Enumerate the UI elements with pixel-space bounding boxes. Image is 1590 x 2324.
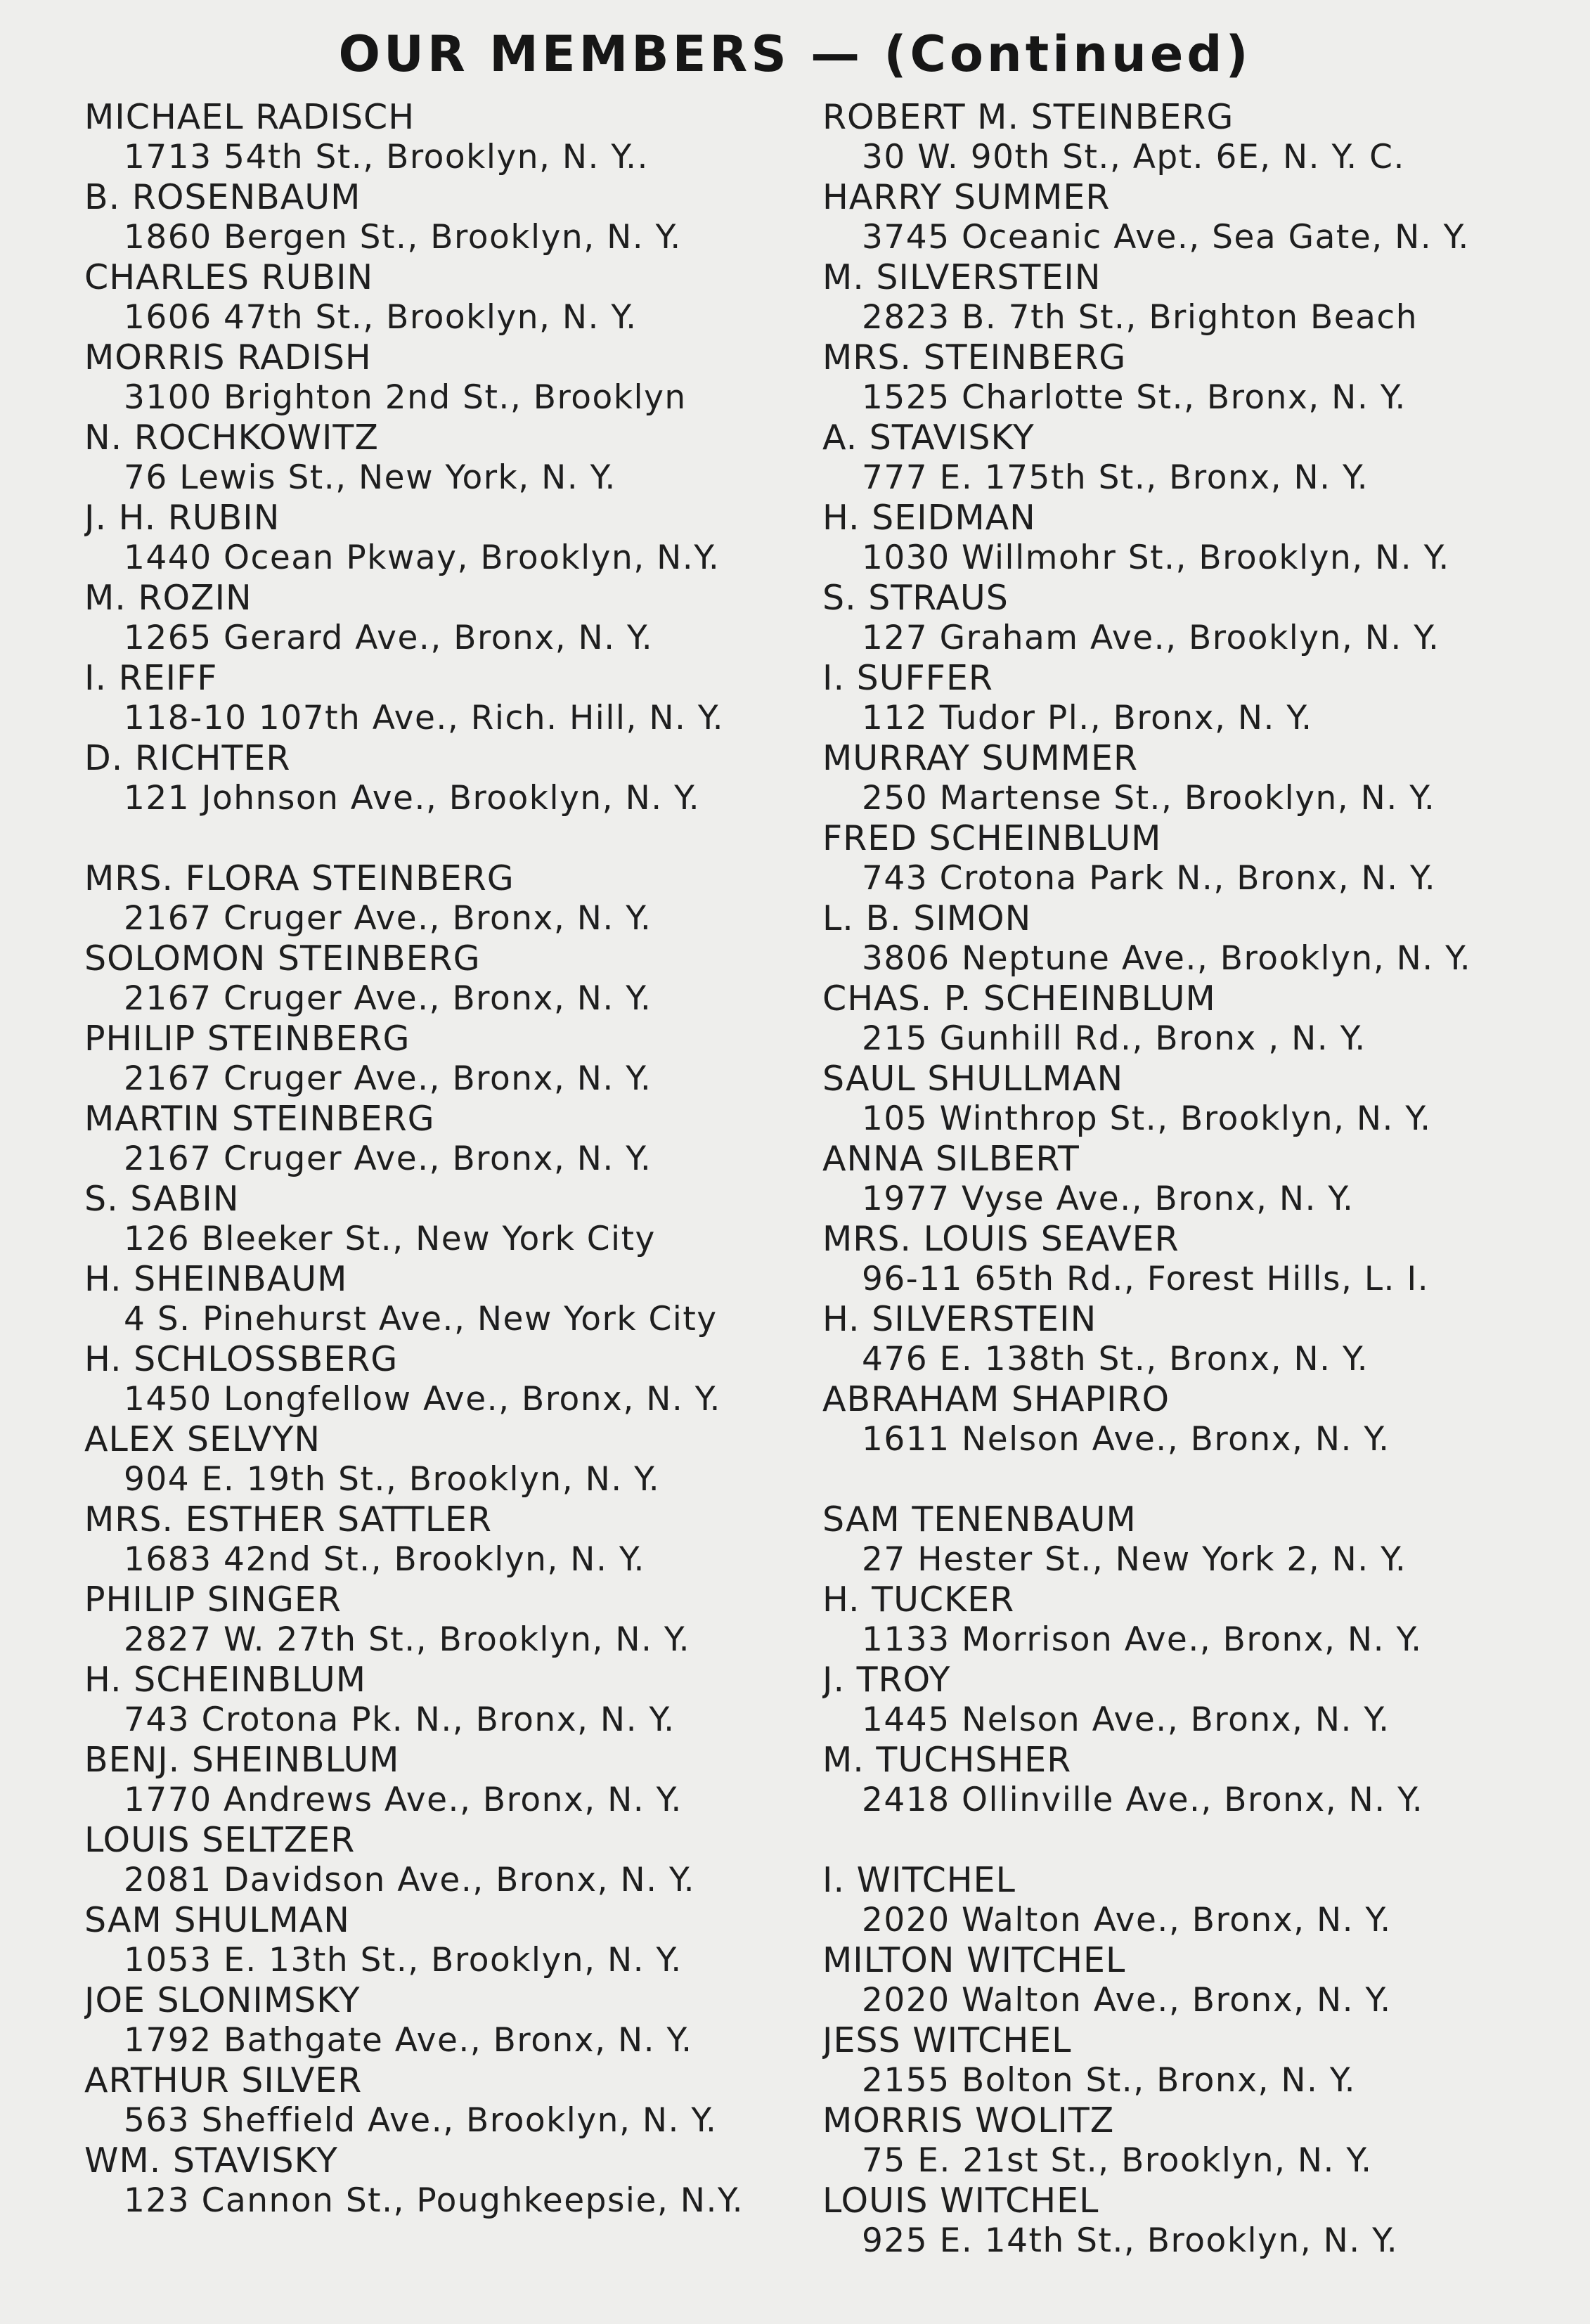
- member-address: 2167 Cruger Ave., Bronx, N. Y.: [124, 1140, 652, 1178]
- member-address: 2081 Davidson Ave., Bronx, N. Y.: [124, 1861, 696, 1899]
- member-entry: [84, 1980, 815, 2060]
- member-address: 76 Lewis St., New York, N. Y.: [124, 458, 616, 497]
- member-address: 3806 Neptune Ave., Brooklyn, N. Y.: [862, 939, 1472, 978]
- member-name: MORRIS RADISH: [84, 337, 372, 377]
- member-entry: [84, 1580, 815, 1660]
- member-name: M. ROZIN: [84, 578, 252, 618]
- member-name: ABRAHAM SHAPIRO: [822, 1379, 1170, 1419]
- right-column: [822, 97, 1553, 2261]
- member-name: J. H. RUBIN: [84, 498, 280, 538]
- member-address: 1525 Charlotte St., Bronx, N. Y.: [862, 378, 1407, 417]
- member-name: H. SCHEINBLUM: [84, 1660, 366, 1700]
- member-address: 121 Johnson Ave., Brooklyn, N. Y.: [124, 779, 701, 818]
- member-address: 2418 Ollinville Ave., Bronx, N. Y.: [862, 1781, 1424, 1819]
- member-address: 118-10 107th Ave., Rich. Hill, N. Y.: [124, 699, 725, 737]
- member-address: 2020 Walton Ave., Bronx, N. Y.: [862, 1981, 1392, 2020]
- member-name: A. STAVISKY: [822, 418, 1035, 458]
- member-address: 563 Sheffield Ave., Brooklyn, N. Y.: [124, 2101, 718, 2140]
- member-name: MRS. LOUIS SEAVER: [822, 1219, 1179, 1259]
- member-entry: [822, 418, 1553, 498]
- member-name: N. ROCHKOWITZ: [84, 418, 379, 458]
- member-name: JOE SLONIMSKY: [84, 1980, 361, 2020]
- member-name: ALEX SELVYN: [84, 1419, 321, 1459]
- member-address: 2167 Cruger Ave., Bronx, N. Y.: [124, 899, 652, 938]
- member-name: MRS. ESTHER SATTLER: [84, 1499, 493, 1539]
- member-name: SAM SHULMAN: [84, 1900, 350, 1940]
- member-name: ANNA SILBERT: [822, 1139, 1080, 1179]
- member-entry: [822, 257, 1553, 337]
- member-name: J. TROY: [822, 1660, 951, 1700]
- member-name: SOLOMON STEINBERG: [84, 938, 481, 979]
- member-address: 777 E. 175th St., Bronx, N. Y.: [862, 458, 1369, 497]
- member-entry: [84, 1740, 815, 1820]
- member-address: 3745 Oceanic Ave., Sea Gate, N. Y.: [862, 218, 1470, 257]
- member-entry: [84, 257, 815, 337]
- member-address: 1133 Morrison Ave., Bronx, N. Y.: [862, 1620, 1423, 1659]
- member-name: CHARLES RUBIN: [84, 257, 374, 297]
- section-gap: [84, 818, 815, 858]
- member-entry: [822, 1139, 1553, 1219]
- member-entry: [84, 1660, 815, 1740]
- member-entry: [84, 2060, 815, 2141]
- member-entry: [84, 658, 815, 738]
- member-address: 476 E. 138th St., Bronx, N. Y.: [862, 1340, 1369, 1379]
- member-entry: [822, 1299, 1553, 1379]
- member-name: LOUIS WITCHEL: [822, 2181, 1099, 2221]
- member-name: H. SCHLOSSBERG: [84, 1339, 399, 1379]
- member-address: 1030 Willmohr St., Brooklyn, N. Y.: [862, 538, 1450, 577]
- member-address: 2167 Cruger Ave., Bronx, N. Y.: [124, 1059, 652, 1098]
- member-entry: [822, 1379, 1553, 1459]
- member-address: 1440 Ocean Pkway, Brooklyn, N.Y.: [124, 538, 720, 577]
- member-address: 1611 Nelson Ave., Bronx, N. Y.: [862, 1420, 1390, 1459]
- member-entry: [822, 658, 1553, 738]
- member-name: FRED SCHEINBLUM: [822, 818, 1162, 858]
- member-address: 2823 B. 7th St., Brighton Beach: [862, 298, 1418, 337]
- member-address: 1683 42nd St., Brooklyn, N. Y.: [124, 1540, 645, 1579]
- member-name: SAM TENENBAUM: [822, 1499, 1137, 1539]
- member-address: 743 Crotona Park N., Bronx, N. Y.: [862, 859, 1437, 898]
- member-name: MRS. STEINBERG: [822, 337, 1127, 377]
- member-name: H. SEIDMAN: [822, 498, 1036, 538]
- member-address: 1265 Gerard Ave., Bronx, N. Y.: [124, 619, 654, 657]
- section-gap: [822, 1820, 1553, 1860]
- member-address: 1860 Bergen St., Brooklyn, N. Y.: [124, 218, 682, 257]
- member-entry: [822, 1059, 1553, 1139]
- member-name: PHILIP SINGER: [84, 1580, 342, 1620]
- member-address: 112 Tudor Pl., Bronx, N. Y.: [862, 699, 1313, 737]
- member-entry: [822, 2181, 1553, 2261]
- member-address: 1792 Bathgate Ave., Bronx, N. Y.: [124, 2021, 693, 2060]
- member-name: HARRY SUMMER: [822, 177, 1111, 217]
- member-entry: [84, 1019, 815, 1099]
- member-address: 30 W. 90th St., Apt. 6E, N. Y. C.: [862, 138, 1405, 176]
- member-address: 250 Martense St., Brooklyn, N. Y.: [862, 779, 1436, 818]
- member-address: 925 E. 14th St., Brooklyn, N. Y.: [862, 2221, 1399, 2260]
- member-entry: [84, 337, 815, 418]
- member-address: 96-11 65th Rd., Forest Hills, L. I.: [862, 1260, 1430, 1298]
- member-entry: [84, 1499, 815, 1580]
- member-address: 27 Hester St., New York 2, N. Y.: [862, 1540, 1407, 1579]
- member-entry: [84, 1419, 815, 1499]
- member-entry: [822, 818, 1553, 898]
- member-name: D. RICHTER: [84, 738, 291, 778]
- member-address: 1770 Andrews Ave., Bronx, N. Y.: [124, 1781, 683, 1819]
- member-address: 3100 Brighton 2nd St., Brooklyn: [124, 378, 687, 417]
- member-entry: [84, 1820, 815, 1900]
- member-address: 2020 Walton Ave., Bronx, N. Y.: [862, 1901, 1392, 1939]
- member-name: MILTON WITCHEL: [822, 1940, 1126, 1980]
- page-title: OUR MEMBERS — (Continued): [338, 25, 1252, 83]
- member-entry: [822, 1740, 1553, 1820]
- member-name: H. TUCKER: [822, 1580, 1015, 1620]
- member-name: SAUL SHULLMAN: [822, 1059, 1124, 1099]
- member-address: 4 S. Pinehurst Ave., New York City: [124, 1300, 718, 1338]
- member-entry: [822, 2020, 1553, 2100]
- member-entry: [84, 1900, 815, 1980]
- member-entry: [822, 1580, 1553, 1660]
- member-entry: [84, 738, 815, 818]
- member-entry: [84, 418, 815, 498]
- member-entry: [84, 97, 815, 177]
- member-name: M. SILVERSTEIN: [822, 257, 1101, 297]
- member-name: MURRAY SUMMER: [822, 738, 1138, 778]
- member-name: JESS WITCHEL: [822, 2020, 1072, 2060]
- member-address: 1445 Nelson Ave., Bronx, N. Y.: [862, 1700, 1390, 1739]
- left-column: [84, 97, 815, 2221]
- member-name: ROBERT M. STEINBERG: [822, 97, 1234, 137]
- member-entry: [822, 337, 1553, 418]
- member-name: LOUIS SELTZER: [84, 1820, 356, 1860]
- member-address: 75 E. 21st St., Brooklyn, N. Y.: [862, 2141, 1373, 2180]
- member-entry: [84, 498, 815, 578]
- member-entry: [822, 1940, 1553, 2020]
- member-address: 127 Graham Ave., Brooklyn, N. Y.: [862, 619, 1440, 657]
- member-name: H. SHEINBAUM: [84, 1259, 348, 1299]
- member-name: MORRIS WOLITZ: [822, 2100, 1115, 2141]
- member-address: 2827 W. 27th St., Brooklyn, N. Y.: [124, 1620, 691, 1659]
- member-entry: [822, 1860, 1553, 1940]
- member-name: CHAS. P. SCHEINBLUM: [822, 979, 1216, 1019]
- member-entry: [84, 578, 815, 658]
- member-name: B. ROSENBAUM: [84, 177, 361, 217]
- member-entry: [84, 177, 815, 257]
- member-name: ARTHUR SILVER: [84, 2060, 363, 2100]
- member-address: 126 Bleeker St., New York City: [124, 1220, 656, 1258]
- member-entry: [84, 2141, 815, 2221]
- member-address: 1977 Vyse Ave., Bronx, N. Y.: [862, 1180, 1355, 1218]
- member-address: 2167 Cruger Ave., Bronx, N. Y.: [124, 979, 652, 1018]
- member-entry: [84, 1099, 815, 1179]
- member-entry: [84, 938, 815, 1019]
- member-entry: [822, 498, 1553, 578]
- member-entry: [822, 738, 1553, 818]
- member-name: M. TUCHSHER: [822, 1740, 1072, 1780]
- member-entry: [84, 1339, 815, 1419]
- member-address: 105 Winthrop St., Brooklyn, N. Y.: [862, 1099, 1432, 1138]
- member-address: 2155 Bolton St., Bronx, N. Y.: [862, 2061, 1357, 2100]
- member-address: 904 E. 19th St., Brooklyn, N. Y.: [124, 1460, 661, 1499]
- member-name: L. B. SIMON: [822, 898, 1032, 938]
- member-name: I. WITCHEL: [822, 1860, 1016, 1900]
- member-name: S. SABIN: [84, 1179, 240, 1219]
- member-entry: [84, 1259, 815, 1339]
- member-address: 1713 54th St., Brooklyn, N. Y..: [124, 138, 649, 176]
- member-name: WM. STAVISKY: [84, 2141, 338, 2181]
- member-name: BENJ. SHEINBLUM: [84, 1740, 400, 1780]
- member-name: H. SILVERSTEIN: [822, 1299, 1097, 1339]
- section-gap: [822, 1459, 1553, 1499]
- member-entry: [822, 1660, 1553, 1740]
- member-entry: [822, 1219, 1553, 1299]
- member-address: 1053 E. 13th St., Brooklyn, N. Y.: [124, 1941, 683, 1980]
- member-entry: [822, 898, 1553, 979]
- member-name: MARTIN STEINBERG: [84, 1099, 435, 1139]
- member-entry: [822, 578, 1553, 658]
- member-entry: [822, 1499, 1553, 1580]
- member-entry: [822, 2100, 1553, 2181]
- member-entry: [822, 979, 1553, 1059]
- member-name: S. STRAUS: [822, 578, 1009, 618]
- member-name: I. SUFFER: [822, 658, 993, 698]
- member-address: 1606 47th St., Brooklyn, N. Y.: [124, 298, 638, 337]
- member-entry: [822, 97, 1553, 177]
- member-name: I. REIFF: [84, 658, 218, 698]
- member-address: 1450 Longfellow Ave., Bronx, N. Y.: [124, 1380, 721, 1419]
- member-entry: [84, 1179, 815, 1259]
- member-entry: [84, 858, 815, 938]
- member-name: MRS. FLORA STEINBERG: [84, 858, 515, 898]
- member-entry: [822, 177, 1553, 257]
- member-address: 215 Gunhill Rd., Bronx , N. Y.: [862, 1019, 1366, 1058]
- member-name: PHILIP STEINBERG: [84, 1019, 411, 1059]
- member-name: MICHAEL RADISCH: [84, 97, 415, 137]
- member-address: 743 Crotona Pk. N., Bronx, N. Y.: [124, 1700, 676, 1739]
- member-address: 123 Cannon St., Poughkeepsie, N.Y.: [124, 2181, 744, 2220]
